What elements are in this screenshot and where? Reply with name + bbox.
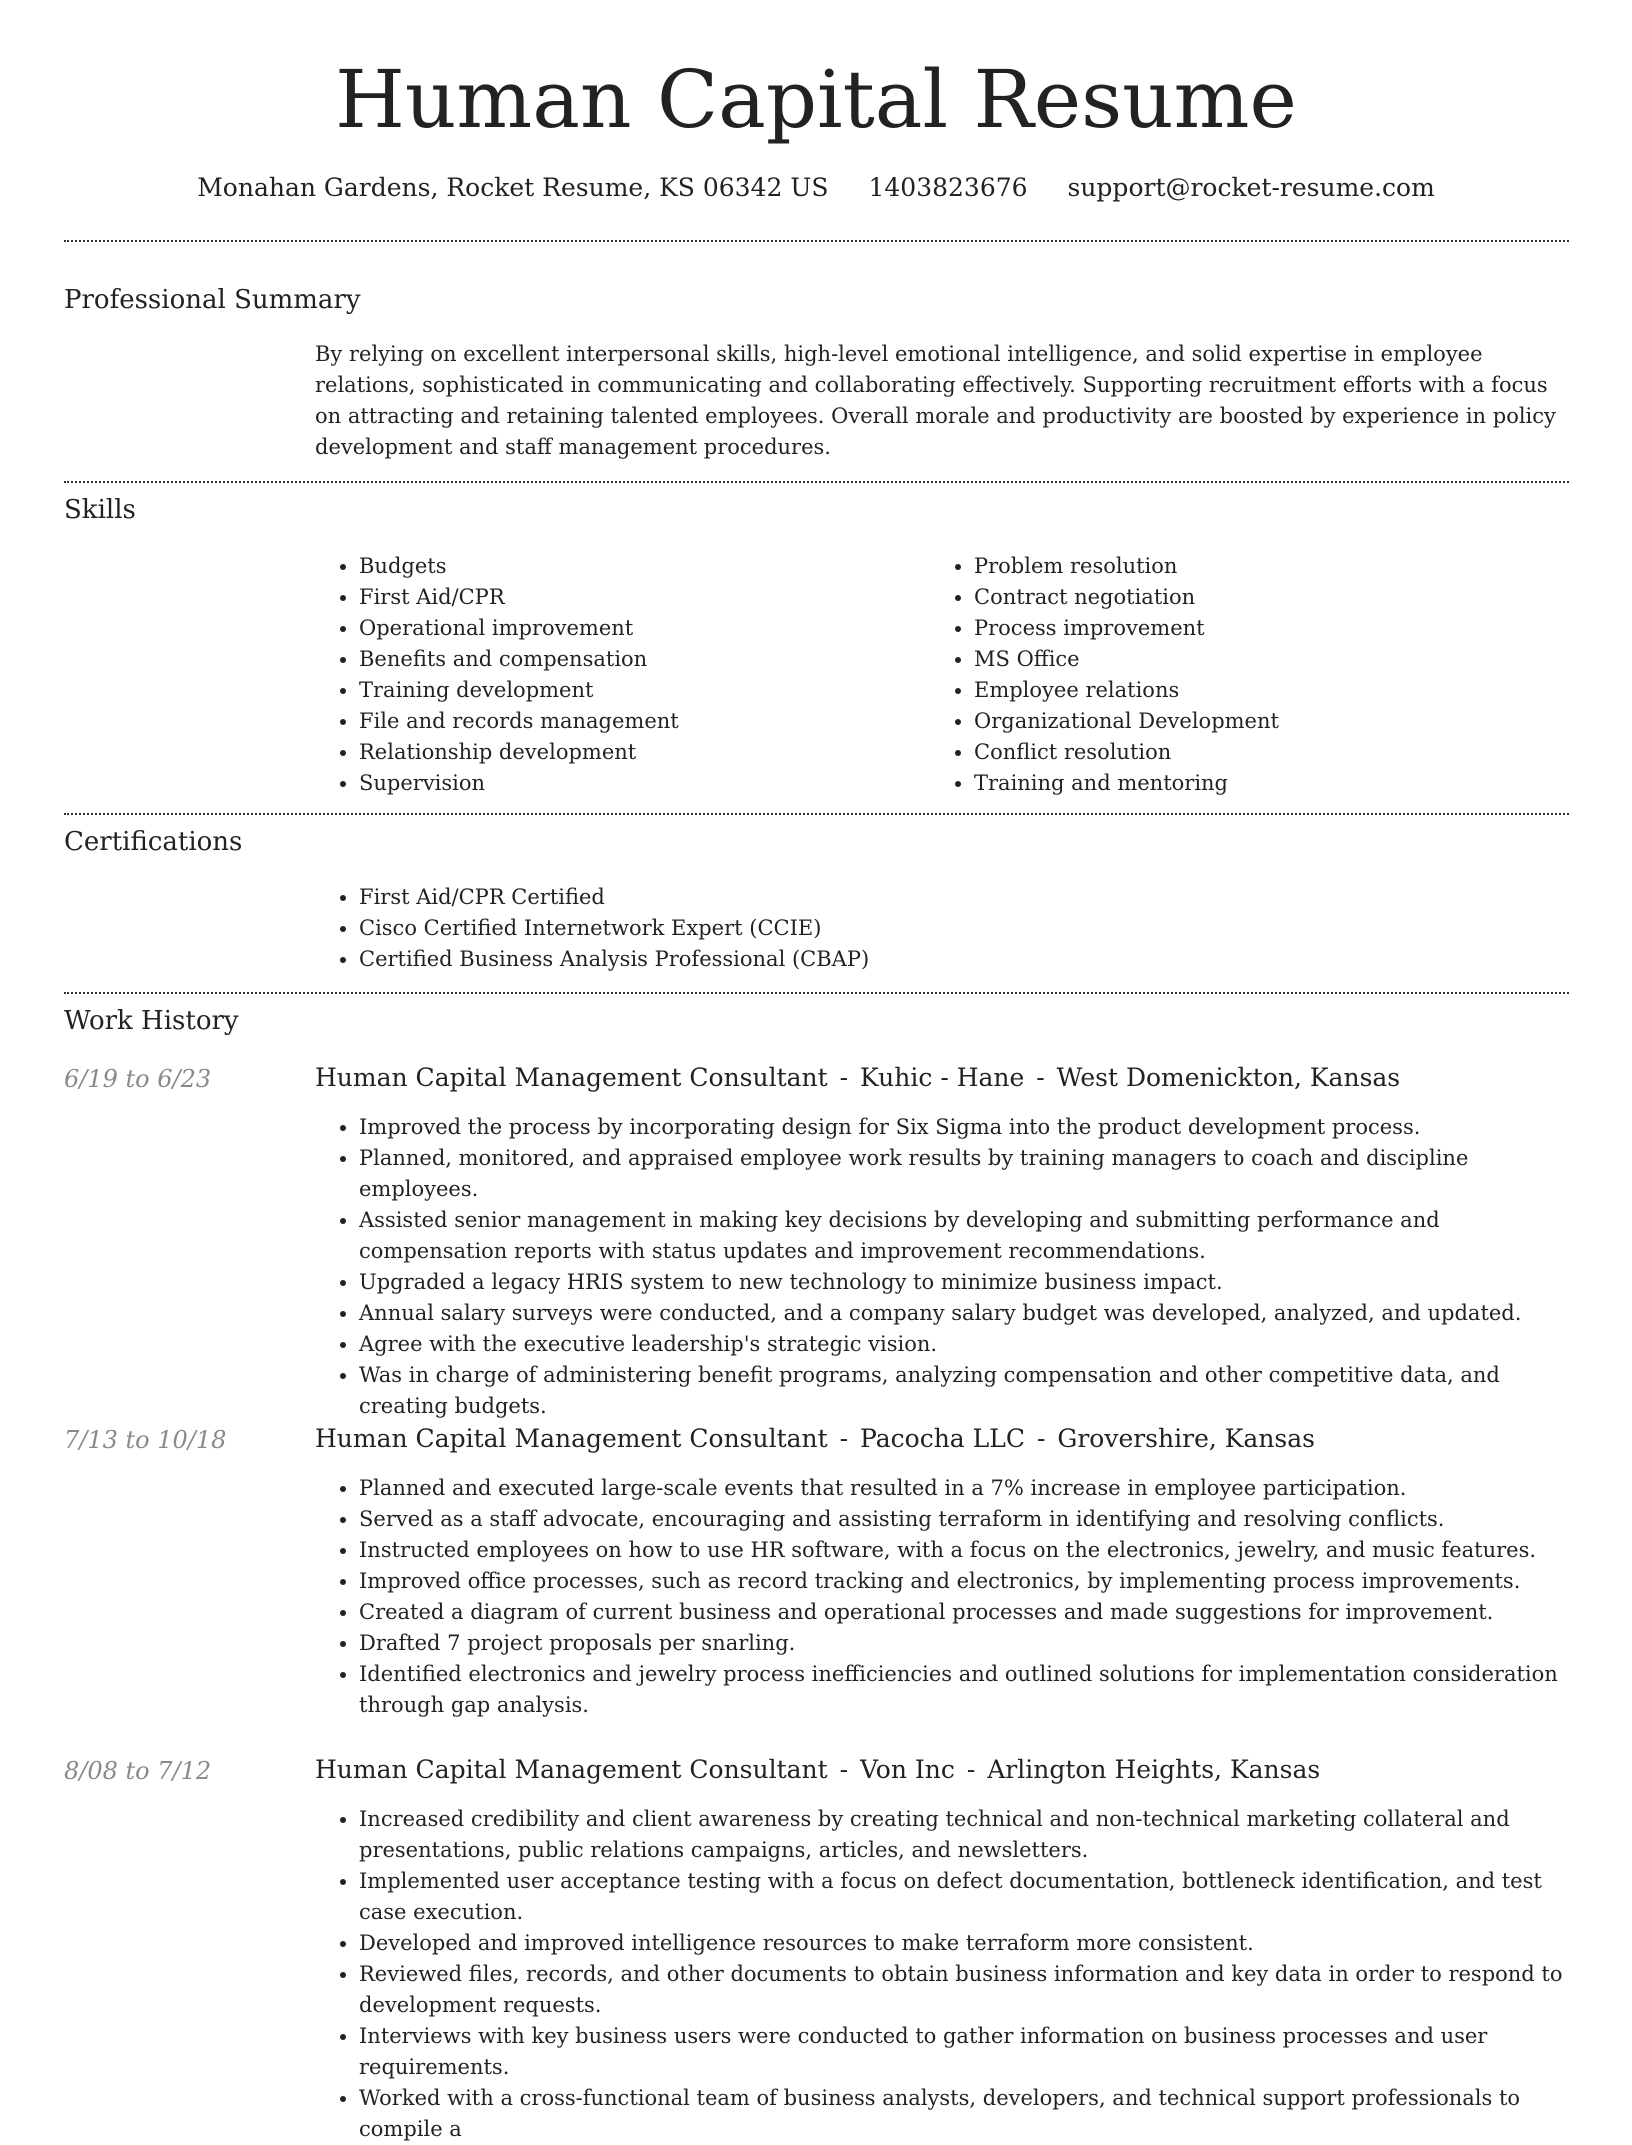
certifications-list	[315, 882, 1515, 975]
contact-line	[0, 170, 1632, 206]
job-company: Von Inc	[860, 1755, 955, 1784]
job-bullet: • Worked with a cross-functional team of business analysts, developers, and technical support professionals to compile a	[359, 2083, 1570, 2145]
certification-item: • Cisco Certified Internetwork Expert (CCIE)	[359, 913, 1515, 944]
job-company: Kuhic - Hane	[860, 1063, 1025, 1092]
job-separator: -	[1028, 1063, 1053, 1092]
job-bullet: • Reviewed files, records, and other documents to obtain business information and key data in order to respond to development requests.	[359, 1959, 1570, 2021]
job-role: Human Capital Management Consultant	[315, 1755, 828, 1784]
skill-item: • Process improvement	[974, 613, 1530, 644]
skill-item: • Organizational Development	[974, 706, 1530, 737]
job-bullet: • Improved the process by incorporating design for Six Sigma into the product development process.	[359, 1112, 1570, 1143]
job-company: Pacocha LLC	[860, 1424, 1025, 1453]
job-bullet: • Instructed employees on how to use HR software, with a focus on the electronics, jewelry, and music features.	[359, 1535, 1570, 1566]
job-bullet: • Created a diagram of current business and operational processes and made suggestions for improvement.	[359, 1597, 1570, 1628]
job-bullet: • Interviews with key business users were conducted to gather information on business processes and user requirements.	[359, 2021, 1570, 2083]
job-location: West Domenickton, Kansas	[1056, 1063, 1401, 1092]
job-separator: -	[831, 1063, 857, 1092]
skill-item: • Operational improvement	[359, 613, 915, 644]
job-dates: 8/08 to 7/12	[64, 1757, 212, 1785]
job-bullet: • Annual salary surveys were conducted, and a company salary budget was developed, analyzed, and updated.	[359, 1298, 1570, 1329]
skill-item: • MS Office	[974, 644, 1530, 675]
skill-item: • File and records management	[359, 706, 915, 737]
contact-address: Monahan Gardens, Rocket Resume, KS 06342 US	[197, 173, 829, 202]
contact-email: support@rocket-resume.com	[1067, 173, 1435, 202]
job-bullet-list	[315, 1473, 1570, 1721]
section-divider	[64, 240, 1569, 242]
job-location: Grovershire, Kansas	[1057, 1424, 1315, 1453]
job-bullet-list	[315, 1112, 1570, 1422]
job-dates: 7/13 to 10/18	[64, 1426, 227, 1454]
skill-item: • Problem resolution	[974, 551, 1530, 582]
skill-item: • Benefits and compensation	[359, 644, 915, 675]
job-bullet-list	[315, 1804, 1570, 2145]
section-divider	[64, 992, 1569, 994]
job-separator: -	[831, 1755, 857, 1784]
skill-item: • First Aid/CPR	[359, 582, 915, 613]
skills-heading: Skills	[64, 495, 136, 525]
job-bullet: • Planned, monitored, and appraised employee work results by training managers to coach and discipline employees.	[359, 1143, 1570, 1205]
summary-heading: Professional Summary	[64, 285, 361, 315]
job-bullet: • Implemented user acceptance testing with a focus on defect documentation, bottleneck identification, and test case execution.	[359, 1866, 1570, 1928]
job-role: Human Capital Management Consultant	[315, 1424, 828, 1453]
job-bullet: • Identified electronics and jewelry process inefficiencies and outlined solutions for implementation consideration through gap analysis.	[359, 1659, 1570, 1721]
certification-item: • Certified Business Analysis Professional (CBAP)	[359, 944, 1515, 975]
job-separator: -	[831, 1424, 857, 1453]
skill-item: • Relationship development	[359, 737, 915, 768]
job-bullet: • Assisted senior management in making key decisions by developing and submitting performance and compensation reports with status updates and improvement recommendations.	[359, 1205, 1570, 1267]
skill-item: • Budgets	[359, 551, 915, 582]
job-location: Arlington Heights, Kansas	[987, 1755, 1321, 1784]
job-separator: -	[958, 1755, 984, 1784]
job-title	[315, 1753, 1320, 1787]
resume-name: Human Capital Resume	[335, 53, 1297, 146]
contact-phone: 1403823676	[868, 173, 1028, 202]
job-bullet: • Improved office processes, such as record tracking and electronics, by implementing process improvements.	[359, 1566, 1570, 1597]
work-history-heading: Work History	[64, 1006, 239, 1036]
summary-text: By relying on excellent interpersonal skills, high-level emotional intelligence, and solid expertise in employee relations, sophisticated in communicating and collaborating effectively. Supporting recruitment efforts with a focus on attracting and retaining talented employees. Overall morale and productivity are boosted by experience in policy development and staff management procedures.	[315, 342, 1556, 459]
certifications-heading: Certifications	[64, 827, 243, 857]
job-bullet: • Was in charge of administering benefit programs, analyzing compensation and other competitive data, and creating budgets.	[359, 1360, 1570, 1422]
job-dates: 6/19 to 6/23	[64, 1065, 212, 1093]
job-title	[315, 1061, 1400, 1095]
job-bullet: • Increased credibility and client awareness by creating technical and non-technical marketing collateral and presentations, public relations campaigns, articles, and newsletters.	[359, 1804, 1570, 1866]
job-title	[315, 1422, 1315, 1456]
skill-item: • Training and mentoring	[974, 768, 1530, 799]
job-role: Human Capital Management Consultant	[315, 1063, 828, 1092]
job-bullet: • Developed and improved intelligence resources to make terraform more consistent.	[359, 1928, 1570, 1959]
skill-item: • Training development	[359, 675, 915, 706]
job-bullet: • Planned and executed large-scale events that resulted in a 7% increase in employee participation.	[359, 1473, 1570, 1504]
skills-column-left	[315, 551, 915, 799]
section-divider	[64, 813, 1569, 815]
skills-column-right	[930, 551, 1530, 799]
skill-item: • Conflict resolution	[974, 737, 1530, 768]
job-bullet: • Drafted 7 project proposals per snarling.	[359, 1628, 1570, 1659]
job-bullet: • Agree with the executive leadership's strategic vision.	[359, 1329, 1570, 1360]
job-bullet: • Upgraded a legacy HRIS system to new technology to minimize business impact.	[359, 1267, 1570, 1298]
skill-item: • Supervision	[359, 768, 915, 799]
skill-item: • Contract negotiation	[974, 582, 1530, 613]
job-bullet: • Served as a staff advocate, encouraging and assisting terraform in identifying and resolving conflicts.	[359, 1504, 1570, 1535]
section-divider	[64, 481, 1569, 483]
job-separator: -	[1029, 1424, 1054, 1453]
certification-item: • First Aid/CPR Certified	[359, 882, 1515, 913]
skill-item: • Employee relations	[974, 675, 1530, 706]
